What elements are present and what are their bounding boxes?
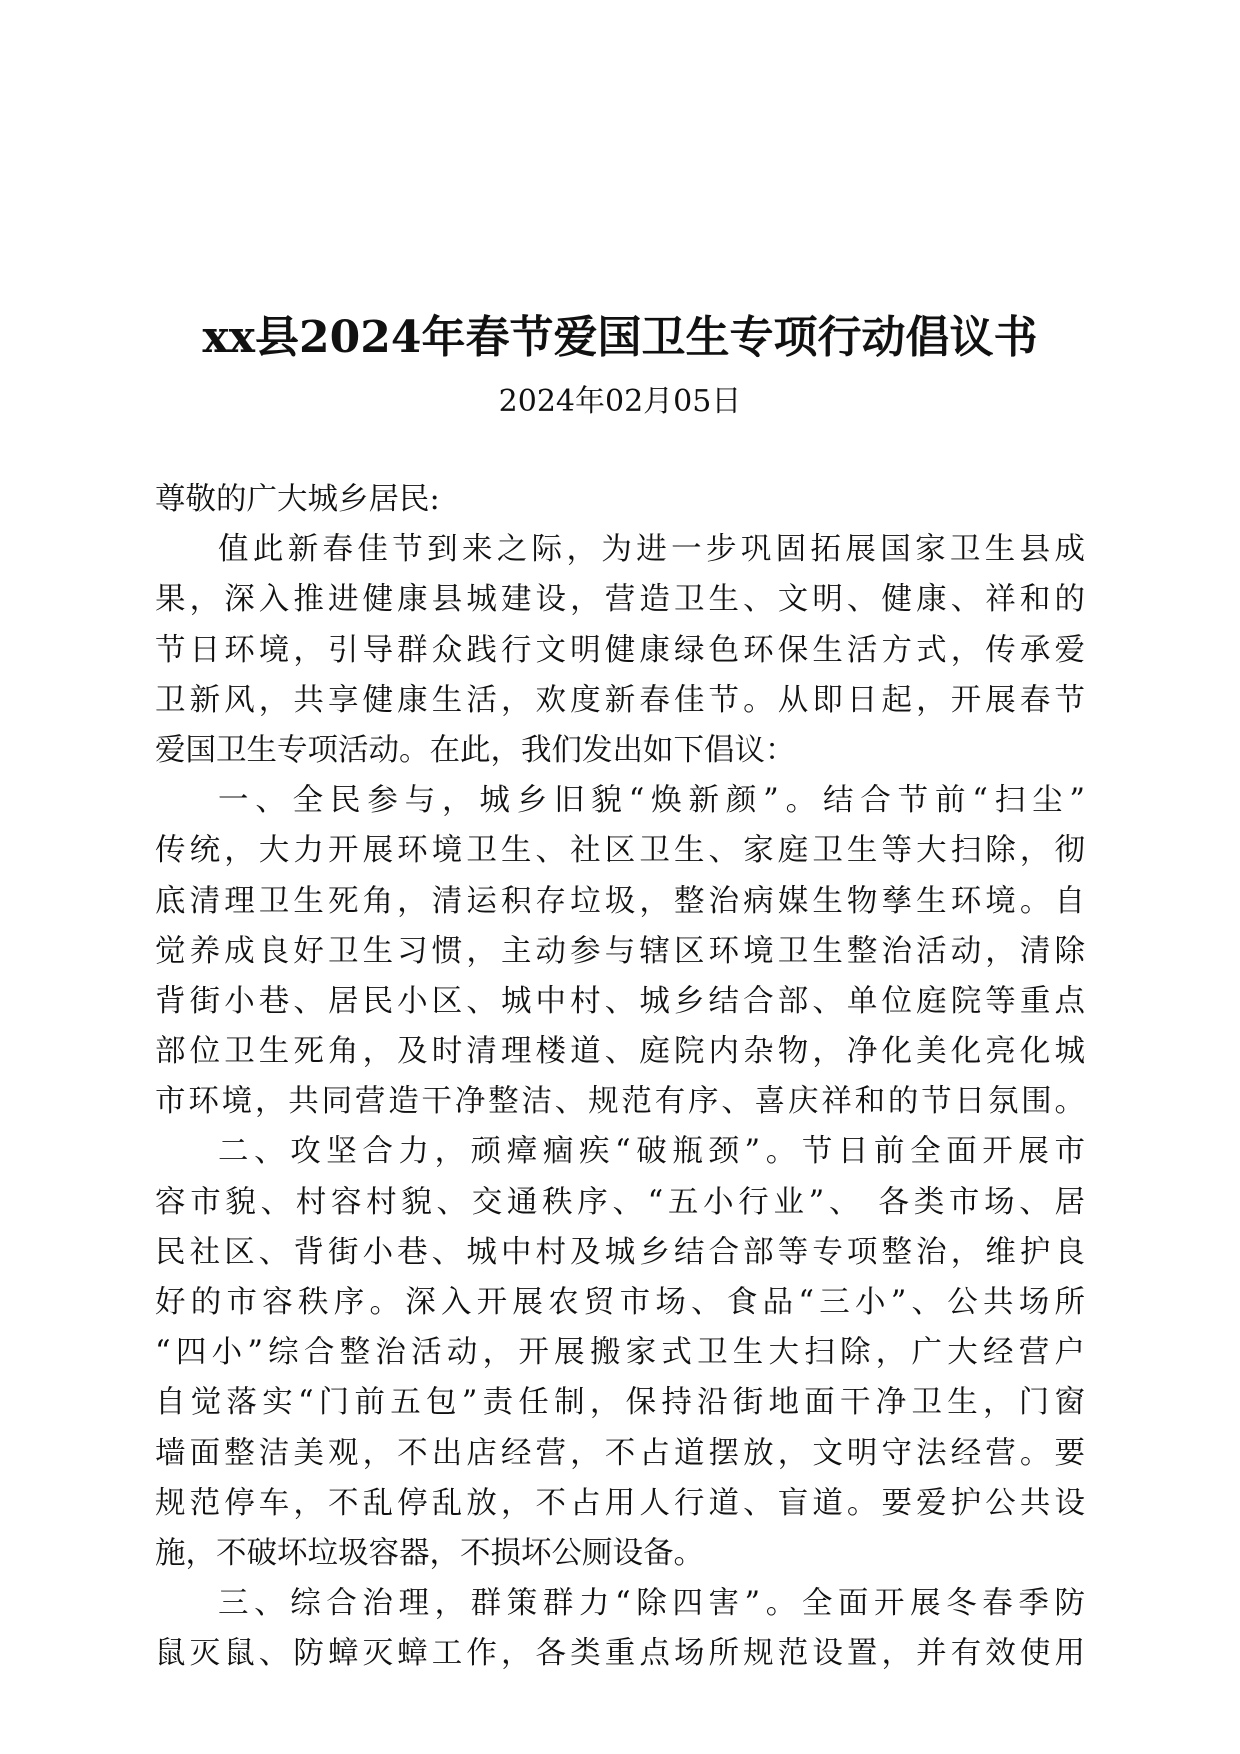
body-text-line: 果，深入推进健康县城建设，营造卫生、文明、健康、祥和的 bbox=[155, 582, 1085, 618]
body-text-line: 爱国卫生专项活动。在此，我们发出如下倡议： bbox=[155, 732, 796, 768]
body-text-line: “四小”综合整治活动，开展搬家式卫生大扫除，广大经营户 bbox=[155, 1335, 1085, 1371]
body-text-line: 传统，大力开展环境卫生、社区卫生、家庭卫生等大扫除，彻 bbox=[155, 833, 1085, 869]
body-text-line: 部位卫生死角，及时清理楼道、庭院内杂物，净化美化亮化城 bbox=[155, 1034, 1085, 1070]
body-text-line: 墙面整洁美观，不出店经营，不占道摆放，文明守法经营。要 bbox=[155, 1435, 1085, 1471]
body-text-line: 二、攻坚合力，顽瘴痼疾“破瓶颈”。节日前全面开展市 bbox=[218, 1134, 1085, 1170]
body-text-line: 鼠灭鼠、防蟑灭蟑工作，各类重点场所规范设置，并有效使用 bbox=[155, 1636, 1085, 1672]
body-text-line: 施，不破坏垃圾容器，不损坏公厕设备。 bbox=[155, 1535, 704, 1571]
body-text-line: 规范停车，不乱停乱放，不占用人行道、盲道。要爱护公共设 bbox=[155, 1485, 1085, 1521]
body-text-line: 三、综合治理，群策群力“除四害”。全面开展冬春季防 bbox=[218, 1586, 1085, 1622]
body-text-line: 卫新风，共享健康生活，欢度新春佳节。从即日起，开展春节 bbox=[155, 682, 1085, 718]
body-text-line: 自觉落实“门前五包”责任制，保持沿街地面干净卫生，门窗 bbox=[155, 1385, 1085, 1421]
document-date: 2024年02月05日 bbox=[498, 384, 742, 419]
body-text-line: 容市貌、村容村貌、交通秩序、“五小行业”、 各类市场、居 bbox=[155, 1184, 1085, 1220]
body-text-line: 背街小巷、居民小区、城中村、城乡结合部、单位庭院等重点 bbox=[155, 983, 1085, 1019]
document-body bbox=[155, 475, 1085, 1680]
body-text-line: 一、全民参与，城乡旧貌“焕新颜”。结合节前“扫尘” bbox=[218, 783, 1085, 819]
body-text-line: 好的市容秩序。深入开展农贸市场、食品“三小”、公共场所 bbox=[155, 1285, 1085, 1320]
body-text-line: 节日环境，引导群众践行文明健康绿色环保生活方式，传承爱 bbox=[155, 632, 1085, 668]
document-title: xx县2024年春节爱国卫生专项行动倡议书 bbox=[202, 312, 1038, 363]
body-text-line: 底清理卫生死角，清运积存垃圾，整治病媒生物孳生环境。自 bbox=[155, 883, 1085, 919]
body-text-line: 值此新春佳节到来之际，为进一步巩固拓展国家卫生县成 bbox=[218, 532, 1085, 568]
body-text-line: 尊敬的广大城乡居民: bbox=[155, 482, 440, 517]
body-text-line: 市环境，共同营造干净整洁、规范有序、喜庆祥和的节日氛围。 bbox=[155, 1084, 1085, 1120]
body-text-line: 觉养成良好卫生习惯，主动参与辖区环境卫生整治活动，清除 bbox=[155, 933, 1085, 969]
body-text-line: 民社区、背街小巷、城中村及城乡结合部等专项整治，维护良 bbox=[155, 1234, 1085, 1270]
